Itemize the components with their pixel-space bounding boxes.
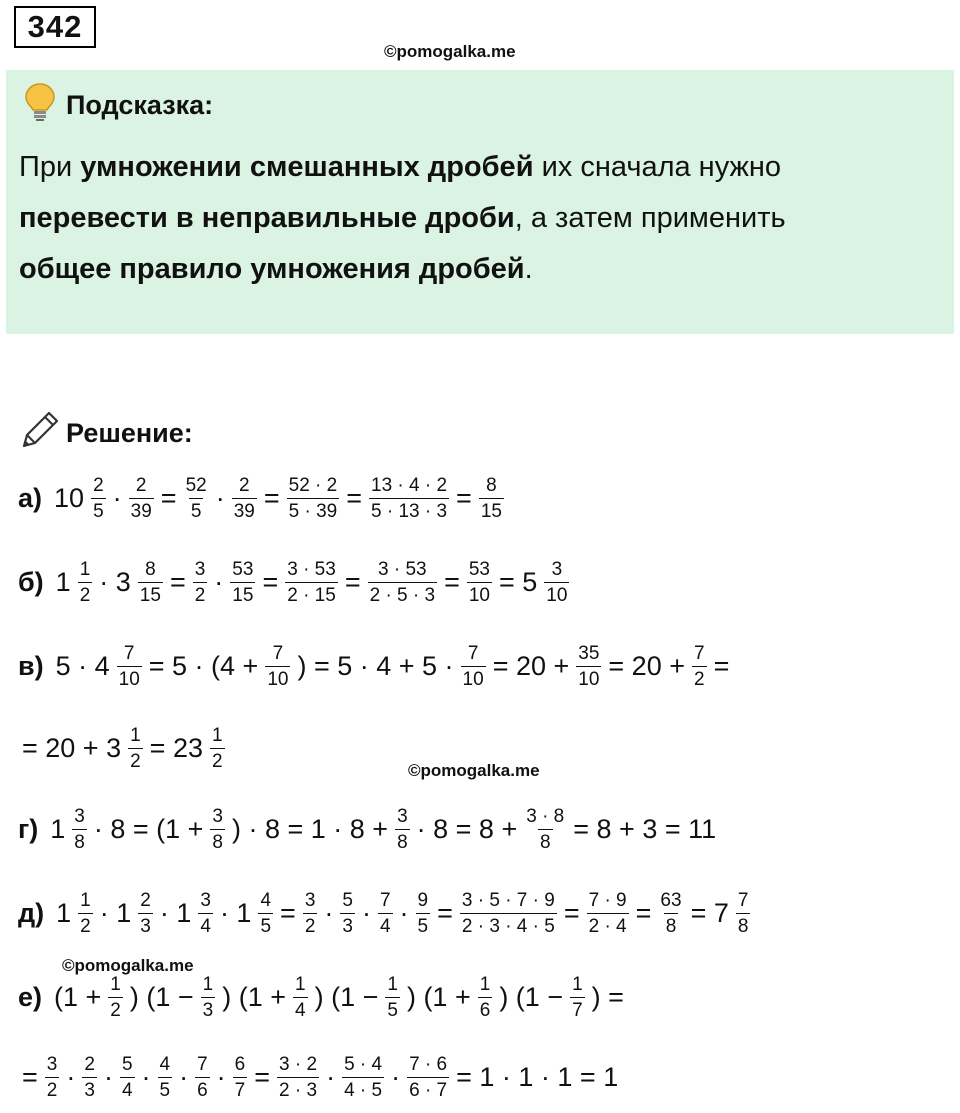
fraction (91, 476, 106, 521)
fraction (576, 644, 601, 689)
fraction (230, 560, 255, 605)
numerator: 3 · 8 (526, 805, 565, 827)
numerator: 13 · 4 · 2 (371, 474, 448, 496)
denominator: 4 · 5 (342, 1077, 384, 1100)
fraction (82, 1055, 97, 1100)
numerator: 3 · 2 (279, 1053, 318, 1075)
fraction (210, 726, 225, 771)
expression-text: · 1 (99, 897, 132, 928)
expression-text: · (391, 1061, 401, 1092)
fraction (233, 1055, 248, 1100)
denominator: 7 (570, 997, 585, 1020)
denominator: 39 (232, 498, 257, 521)
expression-text: · (215, 482, 225, 513)
expression-text: = (444, 566, 460, 597)
fraction (72, 807, 87, 852)
watermark-middle: ©pomogalka.me (408, 761, 540, 780)
fraction (467, 560, 492, 605)
numerator: 7 (737, 889, 749, 911)
fraction (369, 476, 449, 521)
fraction (158, 1055, 173, 1100)
expression-text: = (22, 1061, 38, 1092)
denominator: 2 (45, 1077, 60, 1100)
hint-box (6, 70, 954, 334)
expression-text: · (141, 1061, 151, 1092)
fraction (479, 476, 504, 521)
denominator: 5 (385, 997, 400, 1020)
pencil-icon (18, 408, 62, 459)
numerator: 1 (130, 724, 141, 746)
denominator: 10 (265, 666, 290, 689)
expression-text: = (563, 897, 580, 928)
fraction (340, 891, 355, 936)
numerator: 2 (238, 474, 250, 496)
numerator: 7 (197, 1053, 208, 1075)
expression-text: = 23 (149, 732, 203, 763)
expression-text: = (456, 482, 472, 513)
solution-line (18, 467, 507, 529)
expression-text: = (635, 897, 652, 928)
fraction (198, 891, 213, 936)
denominator: 3 (138, 913, 153, 936)
fraction (293, 975, 308, 1020)
denominator: 6 · 7 (407, 1077, 449, 1100)
fraction (120, 1055, 135, 1100)
numerator: 1 (479, 973, 491, 995)
numerator: 7 (467, 642, 479, 664)
fraction (285, 560, 338, 605)
solution-line (18, 1046, 622, 1108)
expression-text: = 7 (690, 897, 729, 928)
item-label: е) (18, 981, 43, 1012)
item-label: г) (18, 813, 39, 844)
numerator: 7 (123, 642, 135, 664)
fraction (303, 891, 318, 936)
fraction (736, 891, 751, 936)
denominator: 4 (198, 913, 213, 936)
fraction (195, 1055, 210, 1100)
numerator: 3 (194, 558, 206, 580)
numerator: 5 (342, 889, 353, 911)
item-label: а) (18, 482, 43, 513)
fraction (45, 1055, 60, 1100)
fraction (368, 560, 437, 605)
expression-text: · (326, 1061, 336, 1092)
fraction (587, 891, 629, 936)
expression-text: 1 (55, 566, 71, 597)
fraction (524, 807, 566, 852)
fraction (478, 975, 493, 1020)
numerator: 5 (121, 1053, 133, 1075)
expression-text: · 1 (219, 897, 252, 928)
fraction (544, 560, 569, 605)
denominator: 2 · 3 (277, 1077, 319, 1100)
expression-text: · 1 (159, 897, 192, 928)
numerator: 5 · 4 (344, 1053, 383, 1075)
solution-line (18, 635, 733, 697)
denominator: 2 · 5 · 3 (368, 582, 437, 605)
lightbulb-icon (24, 82, 56, 129)
denominator: 7 (233, 1077, 248, 1100)
fraction (287, 476, 340, 521)
fraction (108, 975, 123, 1020)
solution-line (18, 882, 753, 944)
denominator: 10 (461, 666, 486, 689)
fraction (128, 726, 143, 771)
denominator: 10 (467, 582, 492, 605)
numerator: 1 (572, 973, 583, 995)
denominator: 2 · 15 (285, 582, 338, 605)
denominator: 8 (736, 913, 751, 936)
numerator: 63 (660, 889, 682, 911)
fraction (232, 476, 257, 521)
expression-text: · (361, 897, 371, 928)
numerator: 8 (486, 474, 497, 496)
expression-text: · (66, 1061, 76, 1092)
fraction (277, 1055, 319, 1100)
solution-title: Решение: (66, 418, 193, 448)
expression-text: 10 (54, 482, 85, 513)
expression-text: = 5 · (4 + (148, 650, 259, 681)
fraction (78, 560, 93, 605)
expression-text: = (263, 482, 280, 513)
expression-text: = (280, 897, 296, 928)
expression-text: = (169, 566, 186, 597)
numerator: 3 (46, 1053, 58, 1075)
fraction (385, 975, 400, 1020)
fraction (193, 560, 208, 605)
denominator: 5 (158, 1077, 173, 1100)
fraction (692, 644, 707, 689)
expression-text: · 8 = (1 + (93, 813, 204, 844)
fraction (342, 1055, 384, 1100)
hint-header (24, 82, 213, 129)
numerator: 53 (232, 558, 254, 580)
denominator: 10 (117, 666, 142, 689)
denominator: 15 (230, 582, 255, 605)
expression-text: = 20 + (492, 650, 570, 681)
expression-text: = (160, 482, 177, 513)
fraction (258, 891, 273, 936)
numerator: 6 (234, 1053, 246, 1075)
denominator: 10 (576, 666, 601, 689)
expression-text: ) = (591, 981, 624, 1012)
denominator: 8 (210, 829, 225, 852)
denominator: 6 (478, 997, 493, 1020)
expression-text: ) · 8 = 1 · 8 + (232, 813, 389, 844)
numerator: 8 (145, 558, 156, 580)
denominator: 3 (201, 997, 216, 1020)
denominator: 2 · 3 · 4 · 5 (460, 913, 557, 936)
numerator: 7 · 6 (409, 1053, 448, 1075)
fraction (378, 891, 393, 936)
expression-text: = (262, 566, 279, 597)
hint-text: При умножении смешанных дробей их сначала нужно перевести в неправильные дроби, а затем применить общее правило умножения дробей. (19, 151, 786, 285)
numerator: 3 (74, 805, 85, 827)
denominator: 2 (128, 748, 143, 771)
denominator: 2 (210, 748, 225, 771)
denominator: 5 · 39 (287, 498, 340, 521)
expression-text: = 20 + (608, 650, 685, 681)
fraction (407, 1055, 449, 1100)
numerator: 7 (693, 642, 705, 664)
fraction (570, 975, 585, 1020)
solution-line (18, 798, 720, 860)
numerator: 3 (397, 805, 408, 827)
numerator: 1 (211, 724, 223, 746)
fraction (138, 560, 163, 605)
expression-text: = (437, 897, 453, 928)
solution-line (18, 551, 572, 613)
numerator: 1 (80, 889, 91, 911)
expression-text: · (179, 1061, 189, 1092)
fraction (461, 644, 486, 689)
fraction (658, 891, 683, 936)
denominator: 2 (303, 913, 318, 936)
fraction (184, 476, 209, 521)
numerator: 1 (79, 558, 91, 580)
denominator: 5 (416, 913, 431, 936)
denominator: 15 (479, 498, 504, 521)
denominator: 4 (378, 913, 393, 936)
expression-text: ) (1 − (314, 981, 379, 1012)
numerator: 3 · 53 (287, 558, 336, 580)
fraction (460, 891, 557, 936)
expression-text: = (713, 650, 730, 681)
task-number: 342 (14, 6, 96, 48)
fraction (78, 891, 93, 936)
denominator: 15 (138, 582, 163, 605)
denominator: 5 (258, 913, 273, 936)
numerator: 35 (578, 642, 600, 664)
expression-text: · (112, 482, 122, 513)
numerator: 7 (272, 642, 284, 664)
item-label: в) (18, 650, 44, 681)
expression-text: · (324, 897, 334, 928)
denominator: 2 (108, 997, 123, 1020)
item-label: д) (18, 897, 45, 928)
numerator: 3 (200, 889, 211, 911)
expression-text: = (346, 482, 362, 513)
expression-text: ) (1 + (222, 981, 287, 1012)
denominator: 8 (664, 913, 679, 936)
denominator: 2 (692, 666, 707, 689)
numerator: 52 · 2 (288, 474, 338, 496)
expression-text: = (254, 1061, 271, 1092)
fraction (265, 644, 290, 689)
fraction (201, 975, 216, 1020)
fraction (138, 891, 153, 936)
fraction (117, 644, 142, 689)
expression-text: (1 + (54, 981, 102, 1012)
expression-text: 1 (56, 897, 72, 928)
fraction (395, 807, 410, 852)
numerator: 3 · 5 · 7 · 9 (461, 889, 555, 911)
denominator: 5 · 13 · 3 (369, 498, 449, 521)
expression-text: · (399, 897, 409, 928)
expression-text: = (344, 566, 361, 597)
denominator: 2 · 4 (587, 913, 629, 936)
item-label: б) (18, 566, 44, 597)
expression-text: ) (1 − (129, 981, 194, 1012)
numerator: 2 (140, 889, 151, 911)
expression-text: = 8 + 3 = 11 (573, 813, 717, 844)
fraction (129, 476, 154, 521)
numerator: 3 · 53 (378, 558, 427, 580)
expression-text: 5 · 4 (55, 650, 110, 681)
denominator: 8 (72, 829, 87, 852)
solution-line (18, 717, 228, 779)
numerator: 1 (202, 973, 214, 995)
expression-text: · 8 = 8 + (416, 813, 518, 844)
denominator: 6 (195, 1077, 210, 1100)
numerator: 7 · 9 (588, 889, 627, 911)
denominator: 8 (538, 829, 553, 852)
denominator: 5 (91, 498, 106, 521)
expression-text: · 3 (99, 566, 131, 597)
expression-text: · (216, 1061, 226, 1092)
denominator: 8 (395, 829, 410, 852)
numerator: 2 (84, 1053, 95, 1075)
expression-text: · (103, 1061, 113, 1092)
expression-text: = 20 + 3 (22, 732, 122, 763)
numerator: 2 (93, 474, 104, 496)
numerator: 52 (185, 474, 207, 496)
hint-title: Подсказка: (66, 90, 214, 120)
denominator: 5 (189, 498, 204, 521)
expression-text: = 5 (499, 566, 538, 597)
numerator: 53 (468, 558, 490, 580)
numerator: 2 (135, 474, 147, 496)
expression-text: 1 (50, 813, 66, 844)
numerator: 3 (551, 558, 563, 580)
expression-text: ) = 5 · 4 + 5 · (297, 650, 454, 681)
numerator: 1 (110, 973, 121, 995)
expression-text: ) (1 + (406, 981, 471, 1012)
numerator: 4 (260, 889, 272, 911)
expression-text: = 1 · 1 · 1 = 1 (456, 1061, 619, 1092)
denominator: 3 (340, 913, 355, 936)
numerator: 9 (417, 889, 429, 911)
watermark-bottom: ©pomogalka.me (62, 956, 194, 975)
denominator: 2 (193, 582, 208, 605)
denominator: 3 (82, 1077, 97, 1100)
denominator: 4 (293, 997, 308, 1020)
numerator: 1 (387, 973, 398, 995)
solution-header (18, 408, 193, 459)
numerator: 4 (159, 1053, 171, 1075)
numerator: 3 (304, 889, 316, 911)
denominator: 4 (120, 1077, 135, 1100)
expression-text: · (214, 566, 224, 597)
denominator: 39 (129, 498, 154, 521)
numerator: 1 (295, 973, 306, 995)
expression-text: ) (1 − (499, 981, 564, 1012)
numerator: 7 (379, 889, 391, 911)
watermark-top: ©pomogalka.me (384, 42, 516, 61)
fraction (416, 891, 431, 936)
denominator: 10 (544, 582, 569, 605)
denominator: 2 (78, 582, 93, 605)
denominator: 2 (78, 913, 93, 936)
numerator: 3 (212, 805, 223, 827)
fraction (210, 807, 225, 852)
